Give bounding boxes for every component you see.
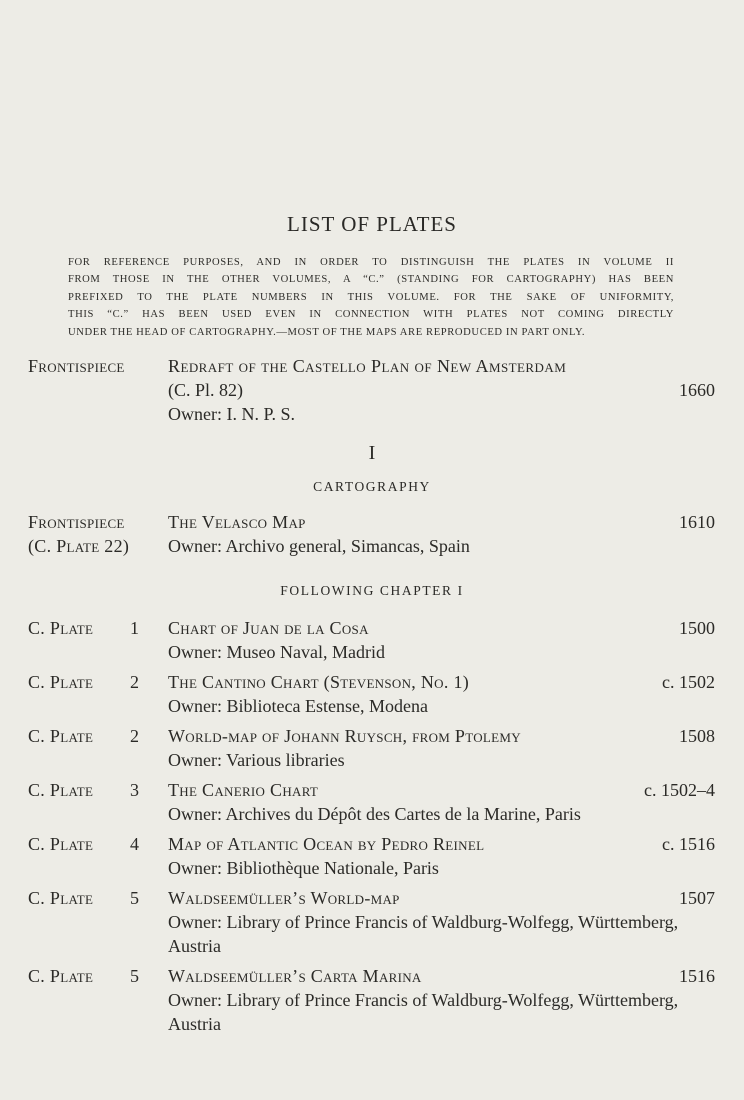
plate-year: c. 1516 xyxy=(662,834,715,854)
plate-year: c. 1502 xyxy=(662,672,715,692)
plate-label xyxy=(28,724,140,748)
plate-year: 1507 xyxy=(679,888,715,908)
plate-owner: Owner: Bibliothèque Nationale, Paris xyxy=(168,858,439,878)
section-number: I xyxy=(368,442,376,464)
plate-label xyxy=(28,670,140,694)
plate-label xyxy=(28,964,140,988)
plate-number: 1 xyxy=(130,618,140,638)
note-line: FOR REFERENCE PURPOSES, AND IN ORDER TO DISTINGUISH THE PLATES IN VOLUME II xyxy=(68,257,674,268)
note-line: THIS “C.” HAS BEEN USED EVEN IN CONNECTION WITH PLATES NOT COMING DIRECTLY xyxy=(68,309,674,321)
plate-label-text: C. Plate xyxy=(28,780,94,800)
plate-owner: Owner: Library of Prince Francis of Waldburg-Wolfegg, Württemberg, Austria xyxy=(168,990,679,1034)
plate-label-text: C. Plate xyxy=(28,618,94,638)
plate-label-text: C. Plate xyxy=(28,966,94,986)
plate-title: The Canerio Chart xyxy=(168,780,319,800)
note-line: PREFIXED TO THE PLATE NUMBERS IN THIS VOLUME. FOR THE SAKE OF UNIFORMITY, xyxy=(68,291,674,303)
plate-label-text: C. Plate xyxy=(28,834,94,854)
plate-year: 1500 xyxy=(679,618,715,638)
reference-note xyxy=(68,254,674,341)
plate-number: 5 xyxy=(130,888,140,908)
plate-title-continued: (C. Pl. 82) xyxy=(168,380,244,400)
plate-title: The Cantino Chart (Stevenson, No. 1) xyxy=(168,672,470,692)
plate-label-text: C. Plate xyxy=(28,888,94,908)
plate-number: 2 xyxy=(130,672,140,692)
plate-owner: Owner: I. N. P. S. xyxy=(168,404,296,424)
plate-owner: Owner: Biblioteca Estense, Modena xyxy=(168,696,428,716)
plate-owner: Owner: Archivo general, Simancas, Spain xyxy=(168,536,470,556)
plate-owner: Owner: Various libraries xyxy=(168,750,345,770)
page-title: LIST OF PLATES xyxy=(287,212,457,236)
plate-number: 4 xyxy=(130,834,140,854)
plate-owner: Owner: Archives du Dépôt des Cartes de la Marine, Paris xyxy=(168,804,581,824)
plate-year: 1508 xyxy=(679,726,715,746)
plate-year: c. 1502–4 xyxy=(644,780,715,800)
note-line: UNDER THE HEAD OF CARTOGRAPHY.—MOST OF THE MAPS ARE REPRODUCED IN PART ONLY. xyxy=(68,326,586,338)
plate-owner: Owner: Library of Prince Francis of Waldburg-Wolfegg, Württemberg, Austria xyxy=(168,912,679,956)
plate-title: Waldseemüller’s Carta Marina xyxy=(168,966,422,986)
plate-number: 2 xyxy=(130,726,140,746)
plate-title: Redraft of the Castello Plan of New Amsterdam xyxy=(168,356,567,376)
plate-title: Map of Atlantic Ocean by Pedro Reinel xyxy=(168,834,485,854)
plate-label: Frontispiece xyxy=(28,512,125,532)
subsection-heading: FOLLOWING CHAPTER I xyxy=(280,583,464,598)
note-line: FROM THOSE IN THE OTHER VOLUMES, A “C.” (STANDING FOR CARTOGRAPHY) HAS BEEN xyxy=(68,274,674,286)
plate-label: Frontispiece xyxy=(28,356,125,376)
plate-title: Chart of Juan de la Cosa xyxy=(168,618,369,638)
plate-sublabel: (C. Plate 22) xyxy=(28,536,130,556)
plate-label xyxy=(28,778,140,802)
plate-title: World-map of Johann Ruysch, from Ptolemy xyxy=(168,726,521,746)
section-heading: CARTOGRAPHY xyxy=(313,479,431,494)
plate-label xyxy=(28,616,140,640)
plate-year: 1660 xyxy=(679,380,715,400)
plate-label-text: C. Plate xyxy=(28,726,94,746)
plate-label xyxy=(28,832,140,856)
plate-number: 5 xyxy=(130,966,140,986)
plate-label xyxy=(28,886,140,910)
plate-title: The Velasco Map xyxy=(168,512,306,532)
plate-year: 1516 xyxy=(679,966,715,986)
plate-owner: Owner: Museo Naval, Madrid xyxy=(168,642,385,662)
plate-year: 1610 xyxy=(679,512,715,532)
plate-label-text: C. Plate xyxy=(28,672,94,692)
plate-number: 3 xyxy=(130,780,140,800)
plate-title: Waldseemüller’s World-map xyxy=(168,888,400,908)
